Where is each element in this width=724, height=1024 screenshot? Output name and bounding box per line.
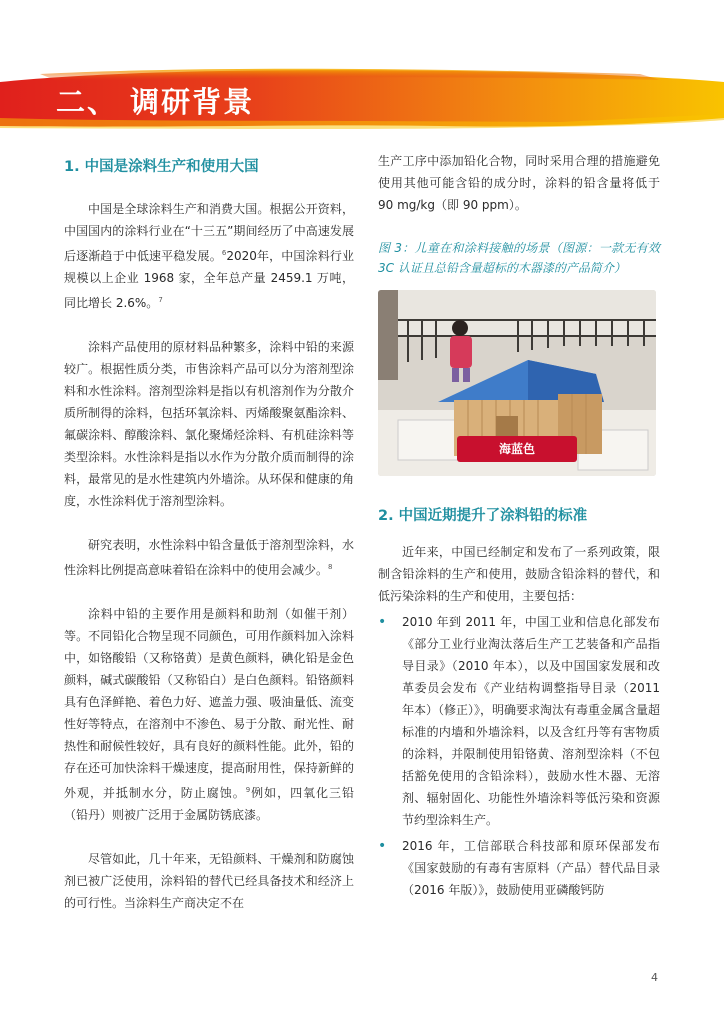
left-column bbox=[64, 155, 354, 914]
policy-list bbox=[378, 611, 660, 901]
paragraph-water-based bbox=[64, 534, 354, 581]
list-item-text: • 2016 年，工信部联合科技部和原环保部发布《国家鼓励的有毒有害原料（产品）替代品目录（2016 年版）》，鼓励使用亚磷酸钙防 bbox=[402, 839, 660, 897]
section-2-title: 2. 中国近期提升了涂料铅的标准 bbox=[378, 508, 588, 524]
paragraph-lead-role bbox=[64, 603, 354, 826]
paragraph-text: 研究表明，水性涂料中铅含量低于溶剂型涂料，水性涂料比例提高意味着铅在涂料中的使用会减少。 bbox=[64, 538, 354, 577]
list-item bbox=[378, 835, 660, 901]
header-banner bbox=[0, 68, 724, 130]
section-1-title: 1. 中国是涂料生产和使用大国 bbox=[64, 159, 259, 175]
page-number: 4 bbox=[651, 971, 658, 984]
footnote-ref[interactable]: 6 bbox=[221, 249, 227, 257]
paragraph-continued: 生产工序中添加铅化合物，同时采用合理的措施避免使用其他可能含铅的成分时，涂料的铅含量将低于 90 mg/kg（即 90 ppm）。 bbox=[378, 154, 660, 212]
paragraph-policy-intro: 近年来，中国已经制定和发布了一系列政策，限制含铅涂料的生产和使用，鼓励含铅涂料的替代，和低污染涂料的生产和使用，主要包括： bbox=[378, 545, 660, 603]
paragraph-lead-free-alternatives: 尽管如此，几十年来，无铅颜料、干燥剂和防腐蚀剂已被广泛使用，涂料铅的替代已经具备技术和经济上的可行性。当涂料生产商决定不在 bbox=[64, 852, 354, 910]
paragraph-text: 2020年，中国涂料行业规模以上企业 1968 家，全年总产量 2459.1 万吨，同比增长 2.6%。 bbox=[64, 249, 354, 310]
right-column bbox=[378, 150, 660, 901]
paragraph-text: 中国是全球涂料生产和消费大国。根据公开资料，中国国内的涂料行业在“十三五”期间经历了中高速发展后逐渐趋于中低速平稳发展。 bbox=[64, 202, 354, 263]
paragraph-text: 涂料中铅的主要作用是颜料和助剂（如催干剂）等。不同铅化合物呈现不同颜色，可用作颜料加入涂料中，如铬酸铅（又称铬黄）是黄色颜料，碘化铅是金色颜料，碱式碳酸铅（又称铅白）是白色颜料。铅铬颜料具有色泽鲜艳、着色力好、遮盖力强、吸油量低、流变性好等特点，在溶剂中不渗色、易于分散、耐光性、耐热性和耐候性较好，具有良好的颜料性能。此外，铅的存在还可加快涂料干燥速度，提高耐用性，保持新鲜的外观，并抵制水分，防止腐蚀。 bbox=[64, 607, 354, 800]
paragraph-paint-types: 涂料产品使用的原材料品种繁多，涂料中铅的来源较广。根据性质分类，市售涂料产品可以分为溶剂型涂料和水性涂料。溶剂型涂料是指以有机溶剂作为分散介质所制得的涂料，包括环氧涂料、丙烯酸聚氨酯涂料、氟碳涂料、醇酸涂料、氯化聚烯烃涂料、有机硅涂料等类型涂料。水性涂料是指以水作为分散介质而制得的涂料，最常见的是水性建筑内外墙涂。从环保和健康的角度，水性涂料优于溶剂型涂料。 bbox=[64, 340, 354, 508]
page-title: 二、 调研背景 bbox=[56, 85, 255, 119]
figure-photo-child-painting bbox=[378, 290, 656, 476]
footnote-ref[interactable]: 7 bbox=[158, 296, 163, 304]
list-item-text: • 2010 年到 2011 年，中国工业和信息化部发布《部分工业行业淘汰落后生产工艺装备和产品指导目录》（2010 年本），以及中国国家发展和改革委员会发布《产业结构调整指导目录（2011 年本）（修正）》，明确要求淘汰有毒重金属含量超标准的内墙和外墙涂料，以及含红丹等有害物质的涂料，并限制使用铅铬黄、溶剂型涂料（不包括豁免使用的含铅涂料），鼓励水性木器、无溶剂、辐射固化、功能性外墙涂料等低污染和资源节约型涂料生产。 bbox=[402, 615, 661, 827]
figure-caption: 图 3：儿童在和涂料接触的场景（图源：一款无有效 3C 认证且总铅含量超标的木器漆的产品简介） bbox=[378, 241, 660, 275]
list-item bbox=[378, 611, 660, 831]
paragraph-paint-market bbox=[64, 198, 354, 314]
footnote-ref[interactable]: 9 bbox=[245, 786, 251, 794]
footnote-ref[interactable]: 8 bbox=[328, 563, 333, 571]
color-label-tag: 海蓝色 bbox=[457, 436, 577, 462]
paragraph-text: 例如，四氧化三铅（铅丹）则被广泛用于金属防锈底漆。 bbox=[64, 786, 354, 822]
